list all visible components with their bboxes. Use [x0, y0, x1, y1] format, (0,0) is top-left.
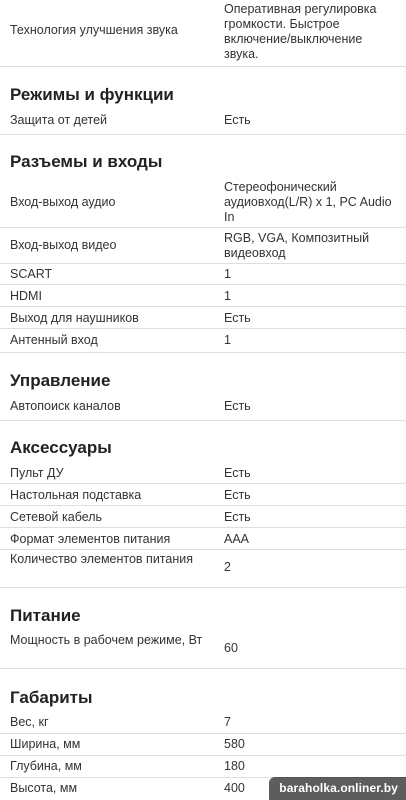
divider	[0, 306, 406, 307]
spec-value: Есть	[224, 311, 251, 325]
spec-label: Технология улучшения звука	[10, 23, 178, 37]
spec-label: Глубина, мм	[10, 759, 82, 773]
spec-value: Оперативная регулировка громкости. Быстрое включение/выключение звука.	[224, 2, 377, 61]
spec-label: Формат элементов питания	[10, 532, 171, 546]
section-title: Режимы и функции	[10, 85, 174, 104]
spec-value: 580	[224, 737, 245, 751]
spec-label: Сетевой кабель	[10, 510, 103, 524]
divider	[0, 352, 406, 353]
spec-value: AAA	[224, 532, 250, 546]
spec-value: 1	[224, 267, 231, 281]
divider	[0, 587, 406, 588]
spec-label: SCART	[10, 267, 53, 281]
divider	[0, 755, 406, 756]
spec-value: 1	[224, 333, 231, 347]
spec-label: Высота, мм	[10, 781, 78, 795]
section-title: Габариты	[10, 688, 93, 707]
spec-label: Вход-выход аудио	[10, 195, 116, 209]
divider	[0, 66, 406, 67]
spec-value: Стереофонический аудиовход(L/R) x 1, PC Audio In	[224, 180, 392, 224]
spec-value: 60	[224, 641, 238, 655]
spec-value: RGB, VGA, Композитный видеовход	[224, 231, 370, 260]
spec-label: Защита от детей	[10, 113, 108, 127]
section-title: Управление	[10, 371, 111, 390]
spec-label: Вход-выход видео	[10, 238, 117, 252]
divider	[0, 483, 406, 484]
spec-value: 2	[224, 560, 231, 574]
spec-value: Есть	[224, 399, 251, 413]
divider	[0, 527, 406, 528]
section-title: Аксессуары	[10, 438, 112, 457]
watermark: baraholka.onliner.by	[269, 777, 406, 800]
spec-label: HDMI	[10, 289, 42, 303]
spec-value: Есть	[224, 488, 251, 502]
spec-value: 400	[224, 781, 245, 795]
spec-value: Есть	[224, 510, 251, 524]
spec-value: 180	[224, 759, 245, 773]
spec-value: Есть	[224, 466, 251, 480]
spec-label: Антенный вход	[10, 333, 98, 347]
divider	[0, 668, 406, 669]
section-title: Питание	[10, 606, 81, 625]
divider	[0, 134, 406, 135]
spec-label: Вес, кг	[10, 715, 49, 729]
spec-label: Мощность в рабочем режиме, Вт	[10, 633, 203, 647]
section-title: Разъемы и входы	[10, 152, 163, 171]
divider	[0, 549, 406, 550]
divider	[0, 733, 406, 734]
divider	[0, 284, 406, 285]
spec-value: Есть	[224, 113, 251, 127]
divider	[0, 263, 406, 264]
spec-value: 1	[224, 289, 231, 303]
divider	[0, 227, 406, 228]
spec-label: Автопоиск каналов	[10, 399, 121, 413]
spec-label: Пульт ДУ	[10, 466, 64, 480]
spec-label: Настольная подставка	[10, 488, 142, 502]
spec-label: Количество элементов питания	[10, 552, 193, 566]
spec-label: Ширина, мм	[10, 737, 81, 751]
spec-value: 7	[224, 715, 231, 729]
divider	[0, 328, 406, 329]
divider	[0, 505, 406, 506]
divider	[0, 420, 406, 421]
spec-label: Выход для наушников	[10, 311, 139, 325]
